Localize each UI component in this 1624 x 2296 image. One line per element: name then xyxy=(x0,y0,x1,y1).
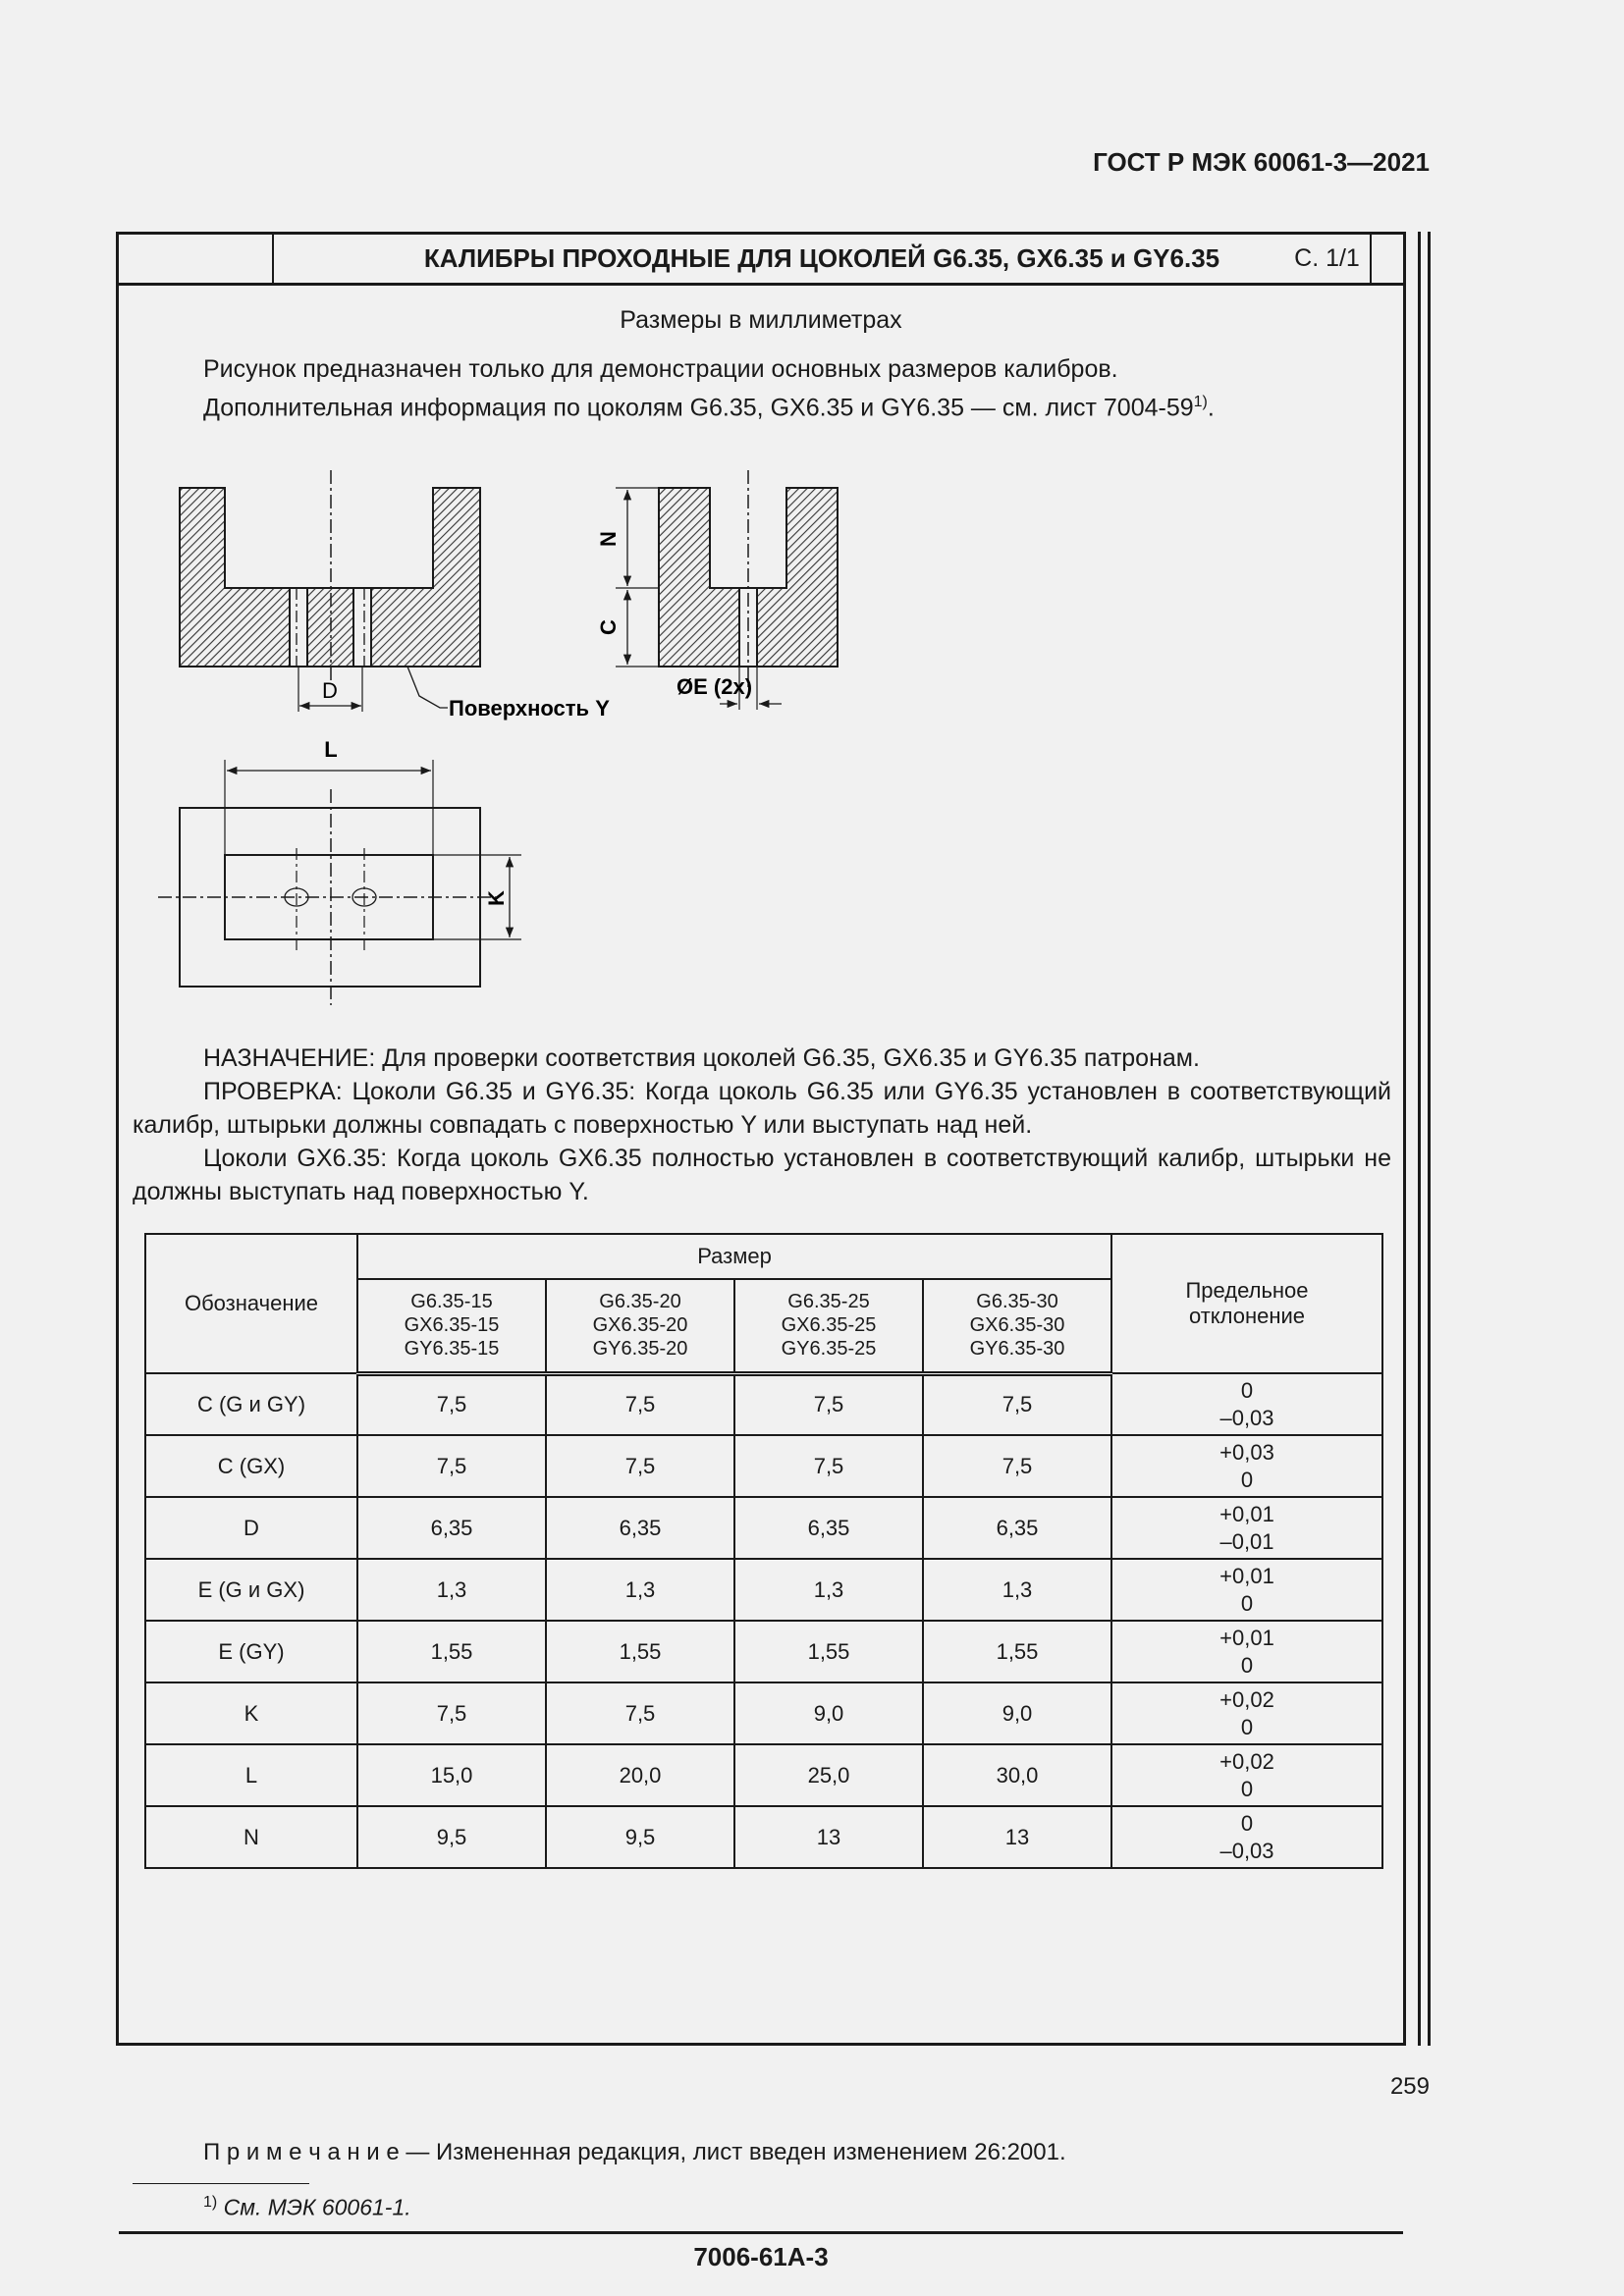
size-column-header xyxy=(734,1279,923,1373)
table-row xyxy=(145,1435,1382,1497)
size-value: 7,5 xyxy=(546,1373,734,1435)
table-row xyxy=(145,1744,1382,1806)
label-e: ØE (2x) xyxy=(677,674,753,699)
upper-deviation: 0 xyxy=(1240,1377,1254,1403)
tolerance-cell xyxy=(1111,1682,1382,1744)
table-row xyxy=(145,1373,1382,1435)
size-value: 1,3 xyxy=(357,1559,546,1621)
size-value: 1,3 xyxy=(923,1559,1111,1621)
intro-line-1: Рисунок предназначен только для демонстрации основных размеров калибров. xyxy=(203,355,1118,383)
footnote-ref: 1) xyxy=(1193,394,1208,410)
size-value: 15,0 xyxy=(357,1744,546,1806)
size-value: 20,0 xyxy=(546,1744,734,1806)
size-value: 9,0 xyxy=(734,1682,923,1744)
size-column-header xyxy=(546,1279,734,1373)
gauge-side-view xyxy=(596,470,838,710)
size-value: 30,0 xyxy=(923,1744,1111,1806)
lower-deviation: –0,01 xyxy=(1219,1528,1274,1554)
footnote-divider xyxy=(133,2183,309,2184)
label-n: N xyxy=(596,531,621,547)
tolerance-cell xyxy=(1111,1744,1382,1806)
size-code: GY6.35-30 xyxy=(969,1338,1065,1361)
upper-deviation: 0 xyxy=(1240,1810,1254,1836)
gauge-top-view xyxy=(158,737,521,1005)
size-column-header xyxy=(357,1279,546,1373)
intro-line-2-end: . xyxy=(1207,394,1215,422)
lower-deviation: –0,03 xyxy=(1219,1838,1274,1863)
size-code: G6.35-15 xyxy=(410,1291,493,1313)
lower-deviation: 0 xyxy=(1240,1714,1254,1739)
upper-deviation: +0,02 xyxy=(1219,1686,1274,1712)
page-number: 259 xyxy=(1389,2073,1430,2100)
size-value: 1,55 xyxy=(546,1621,734,1682)
units-note: Размеры в миллиметрах xyxy=(620,306,902,334)
table-row xyxy=(145,1621,1382,1682)
size-value: 1,3 xyxy=(546,1559,734,1621)
side-line xyxy=(1418,232,1421,2046)
size-value: 6,35 xyxy=(923,1497,1111,1559)
size-code: GY6.35-25 xyxy=(781,1338,877,1361)
label-c: C xyxy=(596,619,621,635)
label-surface-y: Поверхность Y xyxy=(449,696,610,721)
tolerance-cell xyxy=(1111,1373,1382,1435)
size-value: 6,35 xyxy=(357,1497,546,1559)
size-value: 6,35 xyxy=(734,1497,923,1559)
lower-deviation: 0 xyxy=(1240,1652,1254,1678)
size-value: 1,3 xyxy=(734,1559,923,1621)
lower-deviation: 0 xyxy=(1240,1776,1254,1801)
size-value: 7,5 xyxy=(734,1373,923,1435)
size-value: 7,5 xyxy=(923,1373,1111,1435)
table-body xyxy=(145,1373,1382,1868)
row-designation: E (G и GX) xyxy=(145,1559,357,1621)
sheet-title: КАЛИБРЫ ПРОХОДНЫЕ ДЛЯ ЦОКОЛЕЙ G6.35, GX6.35 и GY6.35 xyxy=(274,235,1372,283)
upper-deviation: +0,01 xyxy=(1219,1625,1274,1650)
lower-deviation: –0,03 xyxy=(1219,1405,1274,1430)
sheet-frame xyxy=(116,232,1406,2271)
header-designation: Обозначение xyxy=(145,1234,357,1373)
size-value: 13 xyxy=(734,1806,923,1868)
size-column-header xyxy=(923,1279,1111,1373)
tolerance-cell xyxy=(1111,1435,1382,1497)
check-paragraph: ПРОВЕРКА: Цоколи G6.35 и GY6.35: Когда цоколь G6.35 или GY6.35 установлен в соответствующий калибр, штырьки должны совпадать с поверхностью Y или выступать над ней. xyxy=(133,1078,1391,1139)
upper-deviation: +0,01 xyxy=(1219,1563,1274,1588)
row-designation: K xyxy=(145,1682,357,1744)
row-designation: N xyxy=(145,1806,357,1868)
row-designation: E (GY) xyxy=(145,1621,357,1682)
size-value: 13 xyxy=(923,1806,1111,1868)
dimensions-table xyxy=(144,1233,1383,1869)
size-code: G6.35-20 xyxy=(599,1291,681,1313)
label-k: K xyxy=(484,890,509,906)
side-line xyxy=(1428,232,1431,2046)
size-value: 7,5 xyxy=(357,1373,546,1435)
size-value: 9,5 xyxy=(357,1806,546,1868)
size-value: 9,5 xyxy=(546,1806,734,1868)
row-designation: D xyxy=(145,1497,357,1559)
upper-deviation: +0,02 xyxy=(1219,1748,1274,1774)
row-designation: L xyxy=(145,1744,357,1806)
footnote-mark: 1) xyxy=(203,2194,218,2211)
footnote xyxy=(203,2194,411,2221)
label-l: L xyxy=(324,737,338,762)
footnote-text: См. МЭК 60061-1. xyxy=(217,2194,411,2220)
size-value: 7,5 xyxy=(546,1435,734,1497)
tolerance-cell xyxy=(1111,1559,1382,1621)
size-value: 25,0 xyxy=(734,1744,923,1806)
gx-paragraph: Цоколи GX6.35: Когда цоколь GX6.35 полностью установлен в соответствующий калибр, штырьки не должны выступать над поверхностью Y. xyxy=(133,1145,1391,1205)
size-value: 7,5 xyxy=(923,1435,1111,1497)
gauge-section-view xyxy=(180,470,610,721)
table-row xyxy=(145,1806,1382,1868)
size-code: GY6.35-15 xyxy=(404,1338,500,1361)
sheet-footer: 7006-61А-3 xyxy=(119,2231,1403,2280)
standard-code: ГОСТ Р МЭК 60061-3—2021 xyxy=(1093,147,1430,177)
size-value: 9,0 xyxy=(923,1682,1111,1744)
tolerance-cell xyxy=(1111,1806,1382,1868)
table-row xyxy=(145,1682,1382,1744)
size-code: GX6.35-25 xyxy=(781,1314,877,1337)
size-value: 6,35 xyxy=(546,1497,734,1559)
upper-deviation: +0,01 xyxy=(1219,1501,1274,1526)
sheet-number: С. 1/1 xyxy=(1294,244,1360,272)
intro-line-2-text: Дополнительная информация по цоколям G6.35, GX6.35 и GY6.35 — см. лист 7004-59 xyxy=(203,394,1194,422)
size-value: 1,55 xyxy=(357,1621,546,1682)
size-code: GY6.35-20 xyxy=(592,1338,688,1361)
purpose-paragraph: НАЗНАЧЕНИЕ: Для проверки соответствия цоколей G6.35, GX6.35 и GY6.35 патронам. xyxy=(203,1044,1200,1072)
table-row xyxy=(145,1559,1382,1621)
tolerance-cell xyxy=(1111,1621,1382,1682)
lower-deviation: 0 xyxy=(1240,1467,1254,1492)
header-tolerance: Предельное отклонение xyxy=(1111,1234,1382,1373)
size-code: GX6.35-15 xyxy=(404,1314,500,1337)
table-row xyxy=(145,1497,1382,1559)
row-designation: C (G и GY) xyxy=(145,1373,357,1435)
size-value: 7,5 xyxy=(734,1435,923,1497)
lower-deviation: 0 xyxy=(1240,1590,1254,1616)
size-value: 7,5 xyxy=(546,1682,734,1744)
size-value: 1,55 xyxy=(734,1621,923,1682)
header-size: Размер xyxy=(357,1234,1111,1279)
size-value: 1,55 xyxy=(923,1621,1111,1682)
upper-deviation: +0,03 xyxy=(1219,1439,1274,1465)
note: П р и м е ч а н и е — Измененная редакция, лист введен изменением 26:2001. xyxy=(203,2139,1066,2165)
size-code: G6.35-25 xyxy=(787,1291,870,1313)
size-code: GX6.35-30 xyxy=(969,1314,1065,1337)
size-code: G6.35-30 xyxy=(976,1291,1058,1313)
tolerance-cell xyxy=(1111,1497,1382,1559)
size-value: 7,5 xyxy=(357,1682,546,1744)
size-value: 7,5 xyxy=(357,1435,546,1497)
label-d: D xyxy=(322,678,338,703)
size-code: GX6.35-20 xyxy=(592,1314,688,1337)
row-designation: C (GX) xyxy=(145,1435,357,1497)
